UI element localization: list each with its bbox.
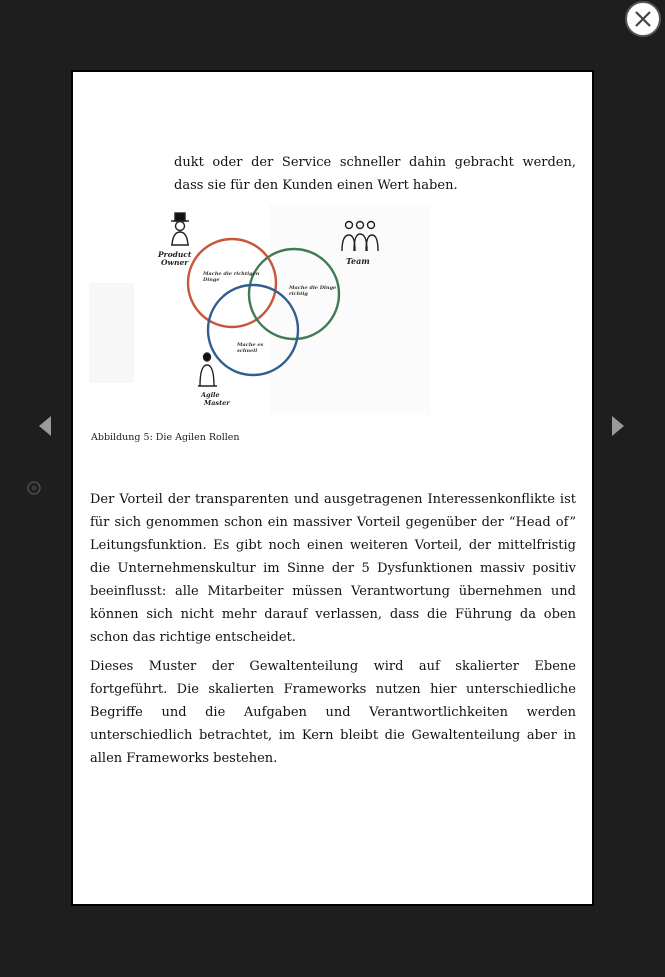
circle-label-red: Mache die richtigen Dinge [203, 271, 260, 283]
agile-roles-figure [89, 203, 434, 418]
body-paragraph-1: Der Vorteil der transparenten und ausgetragenen Interessenkonflikte ist für sich genommen schon ein massiver Vorteil gegenüber der “Head of” Leitungsfunktion. Es gibt noch einen weiteren Vorteil, der mittelfristig die Unternehmenskultur im Sinne der 5 Dysfunktionen massiv positiv beeinflusst: alle Mitarbeiter müssen Verantwortung übernehmen und können sich nicht mehr darauf verlassen, dass die Führung da oben schon das richtige entscheidet. [90, 492, 576, 645]
body-paragraph-2: Dieses Muster der Gewaltenteilung wird auf skalierter Ebene fortgeführt. Die skalierten Frameworks nutzen hier unterschiedliche Begriffe und die Aufgaben und Verantwortlichkeiten werden unterschiedlich betrachtet, im Kern bleibt die Gewaltenteilung aber in allen Frameworks bestehen. [90, 659, 576, 766]
previous-page-button[interactable] [36, 414, 56, 438]
circle-icon [27, 481, 41, 495]
close-button[interactable] [625, 1, 661, 37]
role-label-team: Team [346, 256, 370, 266]
role-label-product-owner: Product Owner [158, 250, 192, 267]
circle-label-green: Mache die Dinge richtig [289, 285, 337, 297]
role-label-agile-master: Agile Master [201, 391, 230, 407]
page-indicator-dot[interactable] [27, 481, 41, 495]
close-icon [627, 3, 659, 35]
figure-caption: Abbildung 5: Die Agilen Rollen [91, 432, 240, 443]
book-page [71, 70, 594, 906]
triangle-right-icon [607, 414, 627, 438]
next-page-button[interactable] [607, 414, 627, 438]
agile-roles-diagram [89, 203, 434, 418]
triangle-left-icon [36, 414, 56, 438]
circle-label-blue: Mache es schnell [237, 342, 264, 354]
continuation-paragraph: dukt oder der Service schneller dahin gebracht werden, dass sie für den Kunden einen Wert haben. [174, 155, 576, 193]
